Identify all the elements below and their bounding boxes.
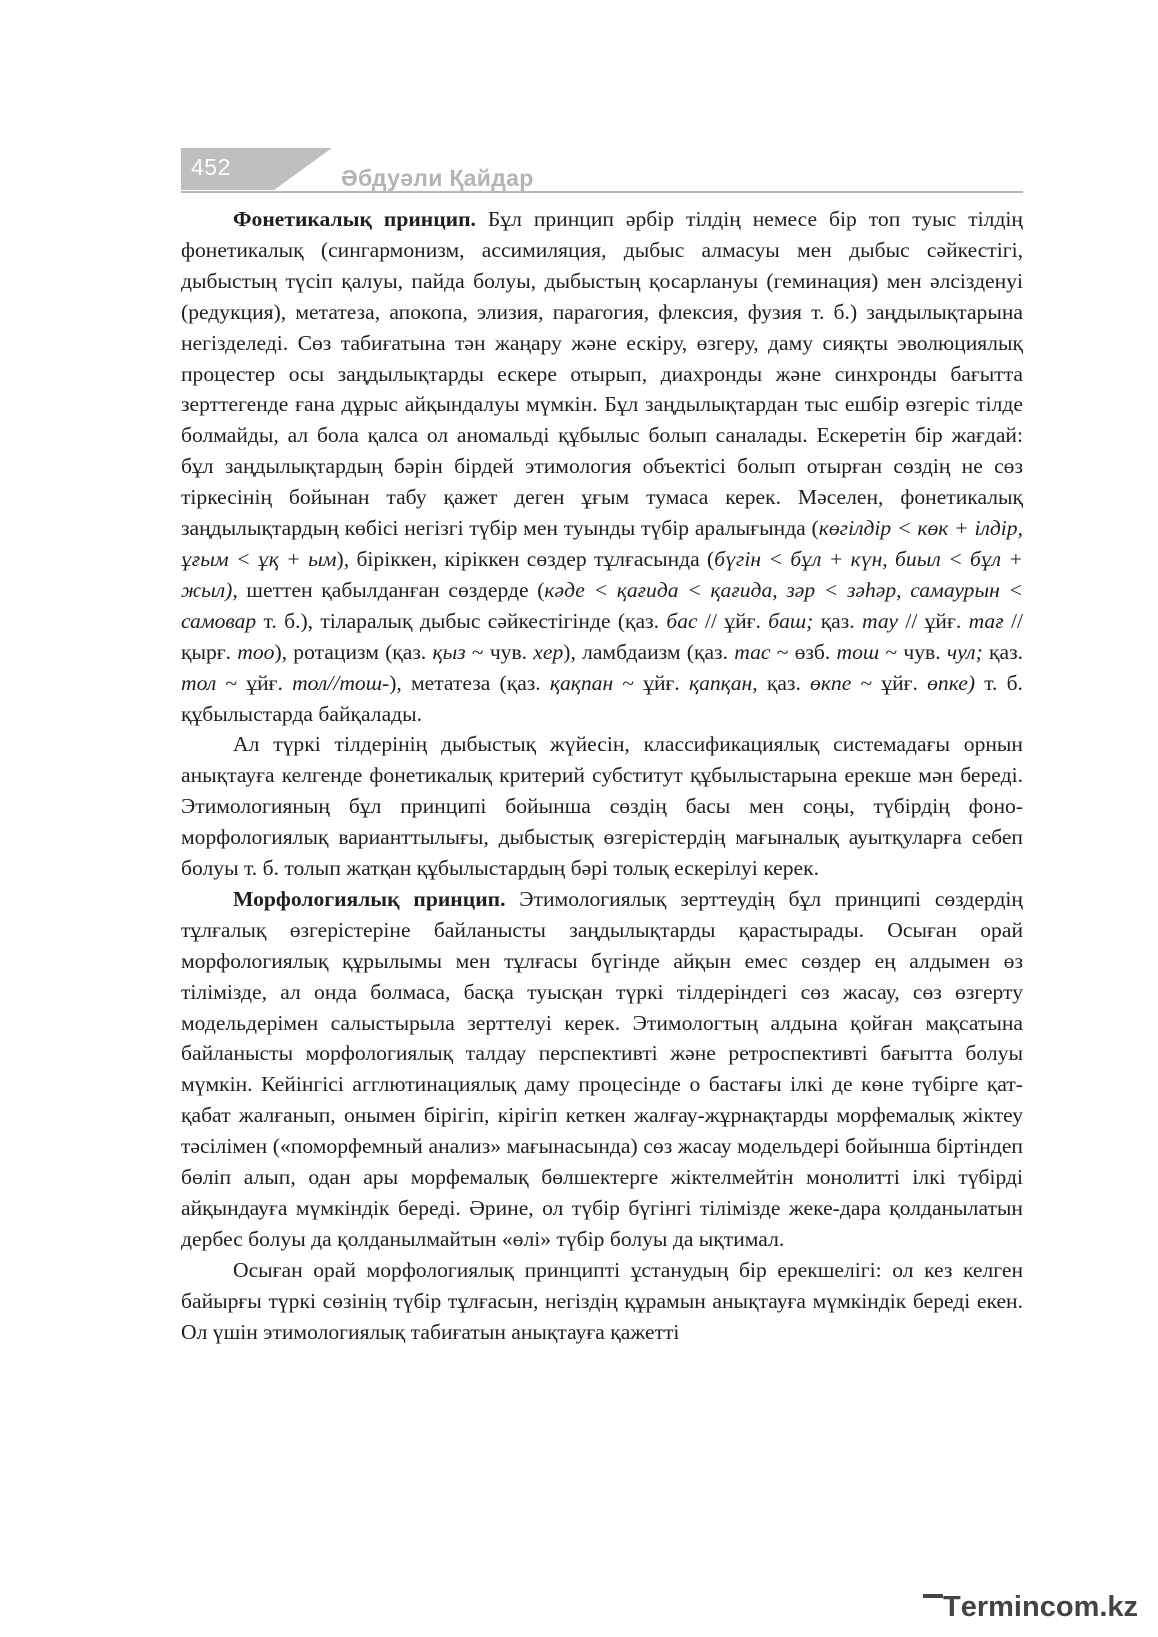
text-run: // ұйғ.: [898, 608, 969, 633]
paragraph: [181, 204, 1023, 729]
text-run: ~ ұйғ.: [851, 670, 928, 695]
text-run: ), біріккен, кіріккен сөздер тұлғасында (: [336, 546, 715, 571]
watermark-logo: [943, 1591, 1138, 1624]
italic-example-run: өпке): [927, 670, 976, 695]
watermark-magnifier-o: o: [1055, 1591, 1074, 1623]
italic-example-run: чул;: [946, 639, 983, 664]
text-run: қаз.: [813, 608, 863, 633]
text-run: т. б. құбылыстарда байқалады.: [181, 670, 1023, 726]
text-run: ), метатеза (қаз.: [389, 670, 550, 695]
header-rule: [181, 191, 1023, 193]
body-text: [181, 204, 1023, 1348]
italic-example-run: көгілдір < көк + ілдір, ұғым < ұқ + ым: [181, 516, 1024, 571]
italic-example-run: тау: [862, 608, 898, 633]
italic-example-run: тол: [181, 670, 217, 695]
header-author: Әбдуәли Қайдар: [341, 165, 534, 191]
text-run: шеттен қабылданған сөздерде (: [237, 577, 545, 602]
text-run: ~ чув.: [879, 639, 947, 664]
italic-example-run: қапқан,: [688, 670, 758, 695]
italic-example-run: баш;: [768, 608, 814, 633]
text-run: Этимологиялық зерттеудің бұл принципі сөздердің тұлғалық өзгерістеріне байланысты заңдылықтарды қарастырады. Осыған орай морфологиялық құрылымы мен тұлғасы бүгінде айқын емес сөздер ең алдымен өз тілімізде, ал онда болмаса, басқа туысқан түркі тілдеріндегі сөз жасау, сөз өзгерту модельдерімен салыстырыла зерттелуі керек. Этимологтың алдына қойған мақсатына байланысты морфологиялық талдау перспективті және ретроспективті бағытта болуы мүмкін. Кейінгісі агглютинациялық даму процесінде о бастағы ілкі де көне түбірге қат-қабат жалғанып, онымен бірігіп, кірігіп кеткен жалғау-жұрнақтарды морфемалық жіктеу тәсілімен («поморфемный анализ» мағынасында) сөз жасау модельдері бойынша біртіндеп бөліп алып, одан ары морфемалық бөлшектерге жіктелмейтін монолитті ілкі түбірді айқындауға мүмкіндік береді. Әрине, ол түбір бүгінгі тілімізде жеке-дара қолданылатын дербес болуы да қолданылмайтын «өлі» түбір болуы да ықтимал.: [181, 886, 1023, 1251]
page-number: 452: [191, 154, 231, 180]
text-run: ~ өзб.: [770, 639, 837, 664]
text-run: т. б.), тіларалық дыбыс сәйкестігінде (қаз.: [256, 608, 667, 633]
text-run: // ұйғ.: [697, 608, 769, 633]
italic-example-run: тас: [734, 639, 771, 664]
text-run: ~ ұйғ.: [613, 670, 689, 695]
running-header: [181, 148, 1023, 196]
watermark-part-2: c: [1039, 1591, 1056, 1623]
text-run: Осыған орай морфологиялық принципті ұстанудың бір ерекшелігі: ол кез келген байырғы түркі сөзінің түбір тұлғасын, негіздің құрамын анықтауға мүмкіндік береді екен. Ол үшін этимологиялық табиғатын анықтауға қажетті: [181, 1257, 1023, 1344]
text-run: қаз.: [757, 670, 811, 695]
text-run: ~ ұйғ.: [216, 670, 293, 695]
italic-example-run: қақпан: [549, 670, 614, 695]
text-run: Ал түркі тілдерінің дыбыстық жүйесін, классификациялық системадағы орнын анықтауға келгенде фонетикалық критерий субститут құбылыстарына ерекше мән береді. Этимологияның бұл принципі бойынша сөздің басы мен соңы, түбірдің фоно-морфологиялық варианттылығы, дыбыстық өзгерістердің мағыналық ауытқуларға себеп болуы т. б. толып жатқан құбылыстардың бәрі толық ескерілуі керек.: [181, 732, 1023, 881]
italic-example-run: тол//тош-: [292, 670, 390, 695]
bold-heading-run: Фонетикалық принцип.: [233, 207, 476, 231]
italic-example-run: тош: [836, 639, 880, 664]
italic-example-run: қыз: [432, 639, 466, 664]
bold-heading-run: Морфологиялық принцип.: [233, 886, 506, 911]
page-number-box: [181, 148, 274, 190]
header-wedge-shape: [274, 148, 332, 190]
watermark-part-1: ermin: [960, 1591, 1040, 1623]
italic-example-run: тоо: [237, 639, 275, 664]
italic-example-run: тағ: [968, 608, 1004, 633]
paragraph: [181, 729, 1023, 884]
text-run: // қырғ.: [181, 608, 1023, 664]
paragraph: [181, 1255, 1023, 1348]
text-run: ), ламбдаизм (қаз.: [563, 639, 735, 664]
text-run: Бұл принцип әрбір тілдің немесе бір топ туыс тілдің фонетикалық (сингармонизм, ассимиляция, дыбыс алмасуы мен дыбыс сәйкестігі, дыбыстың түсіп қалуы, пайда болуы, дыбыстың қосарлануы (геминация) мен әлсізденуі (редукция), метатеза, апокопа, элизия, парагогия, флексия, фузия т. б.) заңдылықтарына негізделеді. Сөз табиғатына тән жаңару және ескіру, өзгеру, даму сияқты эволюциялық процестер осы заңдылықтарды ескере отырып, диахронды және синхронды бағытта зерттегенде ғана дұрыс айқындалуы мүмкін. Бұл заңдылықтардан тыс ешбір өзгеріс тілде болмайды, ал бола қалса ол аномальді құбылыс болып саналады. Ескеретін бір жағдай: бұл заңдылықтардың бәрін бірдей этимология объектісі болып отырған сөздің не сөз тіркесінің бойынан табу қажет деген ұғым тумаса керек. Мәселен, фонетикалық заңдылықтардың көбісі негізгі түбір мен туынды түбір аралығында (: [181, 207, 1023, 541]
italic-example-run: хер: [533, 639, 564, 664]
italic-example-run: кәде < қағида < қағида, зәр < зәһәр, самаурын < самовар: [181, 577, 1023, 633]
watermark-part-4: m.kz: [1073, 1591, 1139, 1623]
italic-example-run: бас: [666, 608, 698, 633]
italic-example-run: өкпе: [810, 670, 852, 695]
italic-example-run: бүгін < бұл + күн, биыл < бұл + жыл),: [181, 546, 1024, 602]
watermark-t-letter: T: [943, 1591, 961, 1623]
text-run: ~ чув.: [465, 639, 534, 664]
paragraph: [181, 884, 1023, 1255]
text-run: ), ротацизм (қаз.: [274, 639, 433, 664]
text-run: қаз.: [982, 639, 1023, 664]
